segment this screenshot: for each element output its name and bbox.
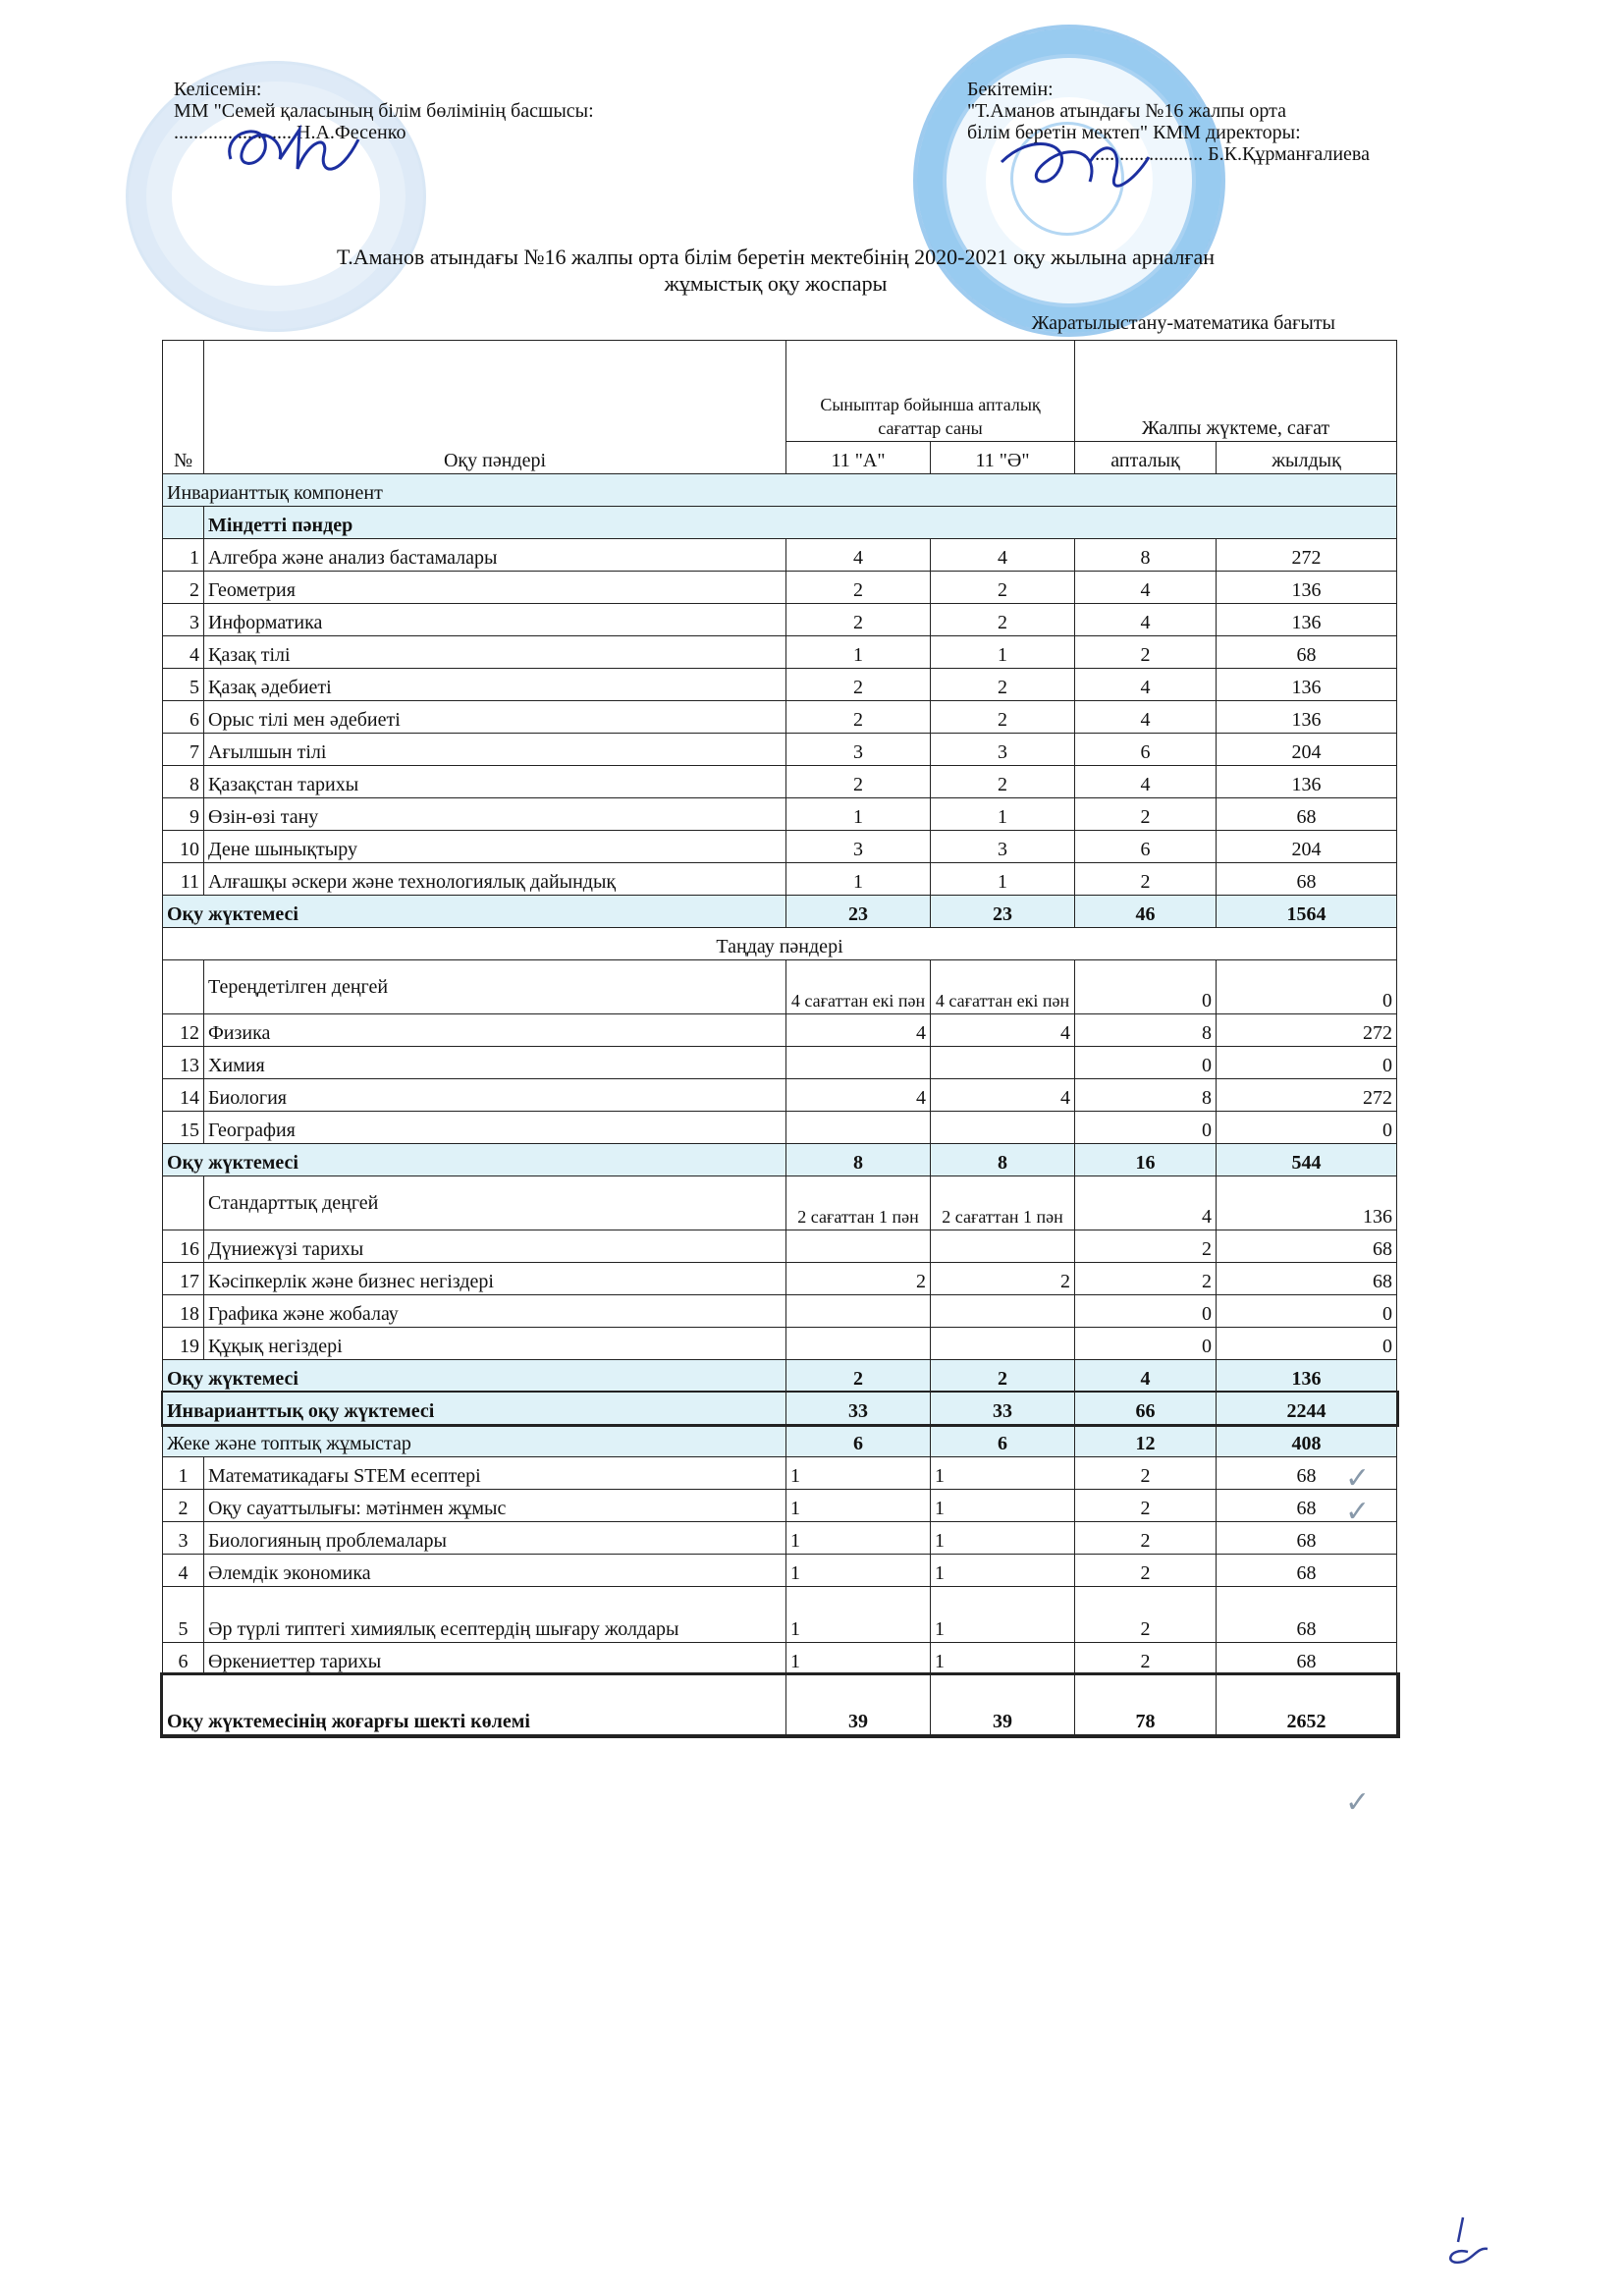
approval-right-signature-line: ........................ Б.К.Құрманғалиева xyxy=(1085,143,1370,165)
standard-note-ae: 2 сағаттан 1 пән xyxy=(931,1176,1075,1230)
subject-name: Қазақстан тарихы xyxy=(204,766,786,798)
row-number: 18 xyxy=(163,1295,204,1328)
weekly-hours: 0 xyxy=(1075,1295,1217,1328)
class-ae-hours: 1 xyxy=(931,863,1075,896)
weekly-hours: 4 xyxy=(1075,604,1217,636)
invariant-total-row xyxy=(163,1393,1397,1425)
class-a-hours: 3 xyxy=(786,734,931,766)
row-number: 11 xyxy=(163,863,204,896)
class-a-hours: 1 xyxy=(786,1643,931,1675)
class-a-hours: 1 xyxy=(786,636,931,669)
advanced-note-a: 4 сағаттан екі пән xyxy=(786,960,931,1014)
elective-heading: Таңдау пәндері xyxy=(163,928,1397,960)
class-ae-hours xyxy=(931,1112,1075,1144)
row-number: 12 xyxy=(163,1014,204,1047)
row-number: 10 xyxy=(163,831,204,863)
subject-name: Алгебра және анализ бастамалары xyxy=(204,539,786,572)
weekly-hours: 0 xyxy=(1075,1112,1217,1144)
weekly-hours: 2 xyxy=(1075,636,1217,669)
table-row xyxy=(163,1555,1397,1587)
advanced-total-row xyxy=(163,1144,1397,1176)
class-a-hours xyxy=(786,1230,931,1263)
class-a-hours: 4 xyxy=(786,1014,931,1047)
approval-left-heading: Келісемін: xyxy=(174,79,262,100)
table-row xyxy=(163,734,1397,766)
table-row xyxy=(163,1079,1397,1112)
document-title xyxy=(157,244,1394,297)
subject-name: Дүниежүзі тарихы xyxy=(204,1230,786,1263)
weekly-hours: 2 xyxy=(1075,863,1217,896)
total-yearly: 136 xyxy=(1217,1360,1397,1393)
row-number: 3 xyxy=(163,1522,204,1555)
yearly-hours: 68 xyxy=(1217,863,1397,896)
table-row xyxy=(163,1230,1397,1263)
total-class-ae: 39 xyxy=(931,1675,1075,1735)
class-ae-hours: 1 xyxy=(931,1587,1075,1643)
row-number: 8 xyxy=(163,766,204,798)
standard-note-a: 2 сағаттан 1 пән xyxy=(786,1176,931,1230)
subject-name: Оқу сауаттылығы: мәтінмен жұмыс xyxy=(204,1490,786,1522)
individual-total-row xyxy=(163,1425,1397,1457)
mandatory-heading-row xyxy=(163,507,1397,539)
class-a-hours: 1 xyxy=(786,1555,931,1587)
table-row xyxy=(163,1047,1397,1079)
weekly-hours: 2 xyxy=(1075,1522,1217,1555)
subject-name: Химия xyxy=(204,1047,786,1079)
subject-name: Кәсіпкерлік және бизнес негіздері xyxy=(204,1263,786,1295)
row-number: 13 xyxy=(163,1047,204,1079)
standard-level-row xyxy=(163,1176,1397,1230)
signature-right xyxy=(992,123,1159,211)
class-ae-hours: 1 xyxy=(931,636,1075,669)
check-mark-icon: ✓ xyxy=(1345,1785,1371,1820)
weekly-hours: 2 xyxy=(1075,1643,1217,1675)
class-ae-hours: 2 xyxy=(931,701,1075,734)
subject-name: Информатика xyxy=(204,604,786,636)
total-label: Оқу жүктемесі xyxy=(163,1144,786,1176)
table-row xyxy=(163,572,1397,604)
yearly-hours: 136 xyxy=(1217,669,1397,701)
row-number: 15 xyxy=(163,1112,204,1144)
weekly-hours: 2 xyxy=(1075,1263,1217,1295)
row-number: 4 xyxy=(163,1555,204,1587)
row-number: 14 xyxy=(163,1079,204,1112)
weekly-hours: 2 xyxy=(1075,1457,1217,1490)
total-yearly: 1564 xyxy=(1217,896,1397,928)
total-class-a: 33 xyxy=(786,1393,931,1425)
check-mark-icon: ✓ xyxy=(1345,1495,1371,1529)
title-line-2: жұмыстық оқу жоспары xyxy=(664,271,888,296)
total-weekly: 66 xyxy=(1075,1393,1217,1425)
subject-name: Геометрия xyxy=(204,572,786,604)
elective-heading-row xyxy=(163,928,1397,960)
class-ae-hours: 3 xyxy=(931,831,1075,863)
weekly-hours: 2 xyxy=(1075,1490,1217,1522)
yearly-hours: 0 xyxy=(1217,1047,1397,1079)
row-number: 9 xyxy=(163,798,204,831)
subject-name: География xyxy=(204,1112,786,1144)
total-label: Жеке және топтық жұмыстар xyxy=(163,1425,786,1457)
yearly-hours: 136 xyxy=(1217,701,1397,734)
class-a-hours xyxy=(786,1112,931,1144)
advanced-level-row xyxy=(163,960,1397,1014)
class-ae-hours: 2 xyxy=(931,669,1075,701)
header-class-a: 11 "А" xyxy=(786,442,931,474)
row-number: 16 xyxy=(163,1230,204,1263)
yearly-hours: 136 xyxy=(1217,766,1397,798)
subject-name: Алғашқы әскери және технологиялық дайындық xyxy=(204,863,786,896)
total-class-a: 6 xyxy=(786,1425,931,1457)
row-number: 5 xyxy=(163,1587,204,1643)
total-yearly: 544 xyxy=(1217,1144,1397,1176)
advanced-level-label: Тереңдетілген деңгей xyxy=(204,960,786,1014)
total-label: Оқу жүктемесі xyxy=(163,896,786,928)
weekly-hours: 0 xyxy=(1075,1328,1217,1360)
table-row xyxy=(163,1014,1397,1047)
yearly-hours: 272 xyxy=(1217,1079,1397,1112)
approval-left-signature-line: ........................ Н.А.Фесенко xyxy=(174,122,406,143)
table-row xyxy=(163,669,1397,701)
class-a-hours: 1 xyxy=(786,863,931,896)
class-a-hours: 1 xyxy=(786,798,931,831)
class-ae-hours: 2 xyxy=(931,572,1075,604)
row-number: 1 xyxy=(163,1457,204,1490)
class-ae-hours: 4 xyxy=(931,539,1075,572)
subject-name: Математикадағы STEM есептері xyxy=(204,1457,786,1490)
class-a-hours: 2 xyxy=(786,669,931,701)
weekly-hours: 4 xyxy=(1075,766,1217,798)
yearly-hours: 68 xyxy=(1217,1587,1397,1643)
yearly-hours: 136 xyxy=(1217,572,1397,604)
class-ae-hours: 1 xyxy=(931,1457,1075,1490)
table-row xyxy=(163,1263,1397,1295)
approval-right-position-2: білім беретін мектеп" КММ директоры: xyxy=(967,122,1301,143)
row-number: 4 xyxy=(163,636,204,669)
approval-right-position-1: "Т.Аманов атындағы №16 жалпы орта xyxy=(967,100,1286,122)
individual-subjects xyxy=(163,1457,1397,1675)
total-class-ae: 2 xyxy=(931,1360,1075,1393)
total-yearly: 2652 xyxy=(1217,1675,1397,1735)
yearly-hours: 136 xyxy=(1217,604,1397,636)
subject-name: Әлемдік экономика xyxy=(204,1555,786,1587)
weekly-hours: 0 xyxy=(1075,1047,1217,1079)
class-ae-hours xyxy=(931,1230,1075,1263)
yearly-hours: 68 xyxy=(1217,1555,1397,1587)
class-ae-hours xyxy=(931,1047,1075,1079)
subject-name: Өркениеттер тарихы xyxy=(204,1643,786,1675)
table-row xyxy=(163,1328,1397,1360)
header-yearly: жылдық xyxy=(1217,442,1397,474)
standard-level-label: Стандарттық деңгей xyxy=(204,1176,786,1230)
standard-weekly: 4 xyxy=(1075,1176,1217,1230)
total-class-a: 23 xyxy=(786,896,931,928)
title-line-1: Т.Аманов атындағы №16 жалпы орта білім беретін мектебінің 2020-2021 оқу жылына арналған xyxy=(337,245,1215,269)
total-class-a: 2 xyxy=(786,1360,931,1393)
yearly-hours: 68 xyxy=(1217,1230,1397,1263)
header-weekly: апталық xyxy=(1075,442,1217,474)
invariant-component-label: Инварианттық компонент xyxy=(163,474,1397,507)
yearly-hours: 0 xyxy=(1217,1328,1397,1360)
weekly-hours: 2 xyxy=(1075,798,1217,831)
mandatory-total-row xyxy=(163,896,1397,928)
subject-name: Құқық негіздері xyxy=(204,1328,786,1360)
class-ae-hours: 2 xyxy=(931,766,1075,798)
total-yearly: 408 xyxy=(1217,1425,1397,1457)
yearly-hours: 68 xyxy=(1217,1457,1397,1490)
yearly-hours: 68 xyxy=(1217,1263,1397,1295)
total-weekly: 78 xyxy=(1075,1675,1217,1735)
advanced-weekly: 0 xyxy=(1075,960,1217,1014)
row-number: 1 xyxy=(163,539,204,572)
table-row xyxy=(163,1490,1397,1522)
check-mark-icon: ✓ xyxy=(1345,1461,1371,1496)
weekly-hours: 8 xyxy=(1075,539,1217,572)
max-load-row xyxy=(163,1675,1397,1735)
row-number: 19 xyxy=(163,1328,204,1360)
weekly-hours: 4 xyxy=(1075,572,1217,604)
header-weekly-group: Сыныптар бойынша апталық сағаттар саны xyxy=(786,341,1075,442)
class-ae-hours xyxy=(931,1295,1075,1328)
weekly-hours: 6 xyxy=(1075,734,1217,766)
class-ae-hours xyxy=(931,1328,1075,1360)
class-a-hours xyxy=(786,1295,931,1328)
invariant-component-row xyxy=(163,474,1397,507)
weekly-hours: 6 xyxy=(1075,831,1217,863)
table-row xyxy=(163,539,1397,572)
row-number: 7 xyxy=(163,734,204,766)
row-number: 6 xyxy=(163,1643,204,1675)
total-class-ae: 8 xyxy=(931,1144,1075,1176)
mandatory-subjects xyxy=(163,539,1397,896)
total-class-ae: 6 xyxy=(931,1425,1075,1457)
class-a-hours xyxy=(786,1328,931,1360)
class-a-hours: 2 xyxy=(786,1263,931,1295)
standard-yearly: 136 xyxy=(1217,1176,1397,1230)
advanced-yearly: 0 xyxy=(1217,960,1397,1014)
total-weekly: 4 xyxy=(1075,1360,1217,1393)
subject-name: Физика xyxy=(204,1014,786,1047)
weekly-hours: 4 xyxy=(1075,669,1217,701)
total-class-ae: 33 xyxy=(931,1393,1075,1425)
total-class-a: 39 xyxy=(786,1675,931,1735)
weekly-hours: 4 xyxy=(1075,701,1217,734)
header-class-ae: 11 "Ә" xyxy=(931,442,1075,474)
approval-left-position: ММ "Семей қаласының білім бөлімінің басшысы: xyxy=(174,100,594,122)
yearly-hours: 272 xyxy=(1217,1014,1397,1047)
class-a-hours: 1 xyxy=(786,1457,931,1490)
yearly-hours: 68 xyxy=(1217,1643,1397,1675)
yearly-hours: 204 xyxy=(1217,734,1397,766)
table-row xyxy=(163,1643,1397,1675)
class-a-hours: 1 xyxy=(786,1490,931,1522)
table-row xyxy=(163,1587,1397,1643)
class-a-hours xyxy=(786,1047,931,1079)
total-yearly: 2244 xyxy=(1217,1393,1397,1425)
class-ae-hours: 1 xyxy=(931,798,1075,831)
table-row xyxy=(163,604,1397,636)
total-class-a: 8 xyxy=(786,1144,931,1176)
class-ae-hours: 1 xyxy=(931,1522,1075,1555)
total-label: Инварианттық оқу жүктемесі xyxy=(163,1393,786,1425)
yearly-hours: 0 xyxy=(1217,1112,1397,1144)
mandatory-heading: Міндетті пәндер xyxy=(204,507,1397,539)
curriculum-table xyxy=(162,340,1397,1735)
header-subject: Оқу пәндері xyxy=(204,341,786,474)
table-header-row xyxy=(163,341,1397,442)
yearly-hours: 68 xyxy=(1217,636,1397,669)
class-ae-hours: 2 xyxy=(931,1263,1075,1295)
study-direction: Жаратылыстану-математика бағыты xyxy=(1031,312,1335,334)
class-a-hours: 2 xyxy=(786,604,931,636)
class-ae-hours: 4 xyxy=(931,1014,1075,1047)
table-row xyxy=(163,701,1397,734)
class-ae-hours: 1 xyxy=(931,1490,1075,1522)
class-a-hours: 2 xyxy=(786,572,931,604)
weekly-hours: 2 xyxy=(1075,1230,1217,1263)
table-row xyxy=(163,1522,1397,1555)
class-ae-hours: 1 xyxy=(931,1643,1075,1675)
yearly-hours: 68 xyxy=(1217,1522,1397,1555)
weekly-hours: 2 xyxy=(1075,1555,1217,1587)
table-row xyxy=(163,831,1397,863)
table-row xyxy=(163,766,1397,798)
table-row xyxy=(163,798,1397,831)
subject-name: Өзін-өзі тану xyxy=(204,798,786,831)
advanced-note-ae: 4 сағаттан екі пән xyxy=(931,960,1075,1014)
total-weekly: 16 xyxy=(1075,1144,1217,1176)
row-number: 3 xyxy=(163,604,204,636)
total-label: Оқу жүктемесінің жоғарғы шекті көлемі xyxy=(163,1675,786,1735)
table-row xyxy=(163,1457,1397,1490)
yearly-hours: 68 xyxy=(1217,798,1397,831)
table-row xyxy=(163,636,1397,669)
table-row xyxy=(163,863,1397,896)
yearly-hours: 272 xyxy=(1217,539,1397,572)
row-number: 17 xyxy=(163,1263,204,1295)
total-weekly: 12 xyxy=(1075,1425,1217,1457)
header-total-group: Жалпы жүктеме, сағат xyxy=(1075,341,1397,442)
class-a-hours: 1 xyxy=(786,1522,931,1555)
yearly-hours: 0 xyxy=(1217,1295,1397,1328)
weekly-hours: 2 xyxy=(1075,1587,1217,1643)
class-a-hours: 2 xyxy=(786,701,931,734)
yearly-hours: 68 xyxy=(1217,1490,1397,1522)
row-number: 5 xyxy=(163,669,204,701)
standard-total-row xyxy=(163,1360,1397,1393)
weekly-hours: 8 xyxy=(1075,1014,1217,1047)
advanced-subjects xyxy=(163,1014,1397,1144)
class-ae-hours: 3 xyxy=(931,734,1075,766)
table-row xyxy=(163,1112,1397,1144)
header-no: № xyxy=(163,341,204,474)
total-label: Оқу жүктемесі xyxy=(163,1360,786,1393)
weekly-hours: 8 xyxy=(1075,1079,1217,1112)
subject-name: Орыс тілі мен әдебиеті xyxy=(204,701,786,734)
subject-name: Биология xyxy=(204,1079,786,1112)
approval-right-heading: Бекітемін: xyxy=(967,79,1054,100)
row-number: 2 xyxy=(163,1490,204,1522)
subject-name: Қазақ тілі xyxy=(204,636,786,669)
handwritten-mark-icon xyxy=(1429,2208,1497,2276)
total-weekly: 46 xyxy=(1075,896,1217,928)
subject-name: Қазақ әдебиеті xyxy=(204,669,786,701)
row-number: 6 xyxy=(163,701,204,734)
signature-left xyxy=(211,110,378,189)
subject-name: Биологияның проблемалары xyxy=(204,1522,786,1555)
subject-name: Графика және жобалау xyxy=(204,1295,786,1328)
table-row xyxy=(163,1295,1397,1328)
subject-name: Дене шынықтыру xyxy=(204,831,786,863)
class-ae-hours: 2 xyxy=(931,604,1075,636)
class-a-hours: 4 xyxy=(786,539,931,572)
subject-name: Әр түрлі типтегі химиялық есептердің шығару жолдары xyxy=(204,1587,786,1643)
row-number: 2 xyxy=(163,572,204,604)
class-ae-hours: 1 xyxy=(931,1555,1075,1587)
standard-subjects xyxy=(163,1230,1397,1360)
class-ae-hours: 4 xyxy=(931,1079,1075,1112)
subject-name: Ағылшын тілі xyxy=(204,734,786,766)
class-a-hours: 4 xyxy=(786,1079,931,1112)
class-a-hours: 3 xyxy=(786,831,931,863)
total-class-ae: 23 xyxy=(931,896,1075,928)
class-a-hours: 1 xyxy=(786,1587,931,1643)
class-a-hours: 2 xyxy=(786,766,931,798)
yearly-hours: 204 xyxy=(1217,831,1397,863)
